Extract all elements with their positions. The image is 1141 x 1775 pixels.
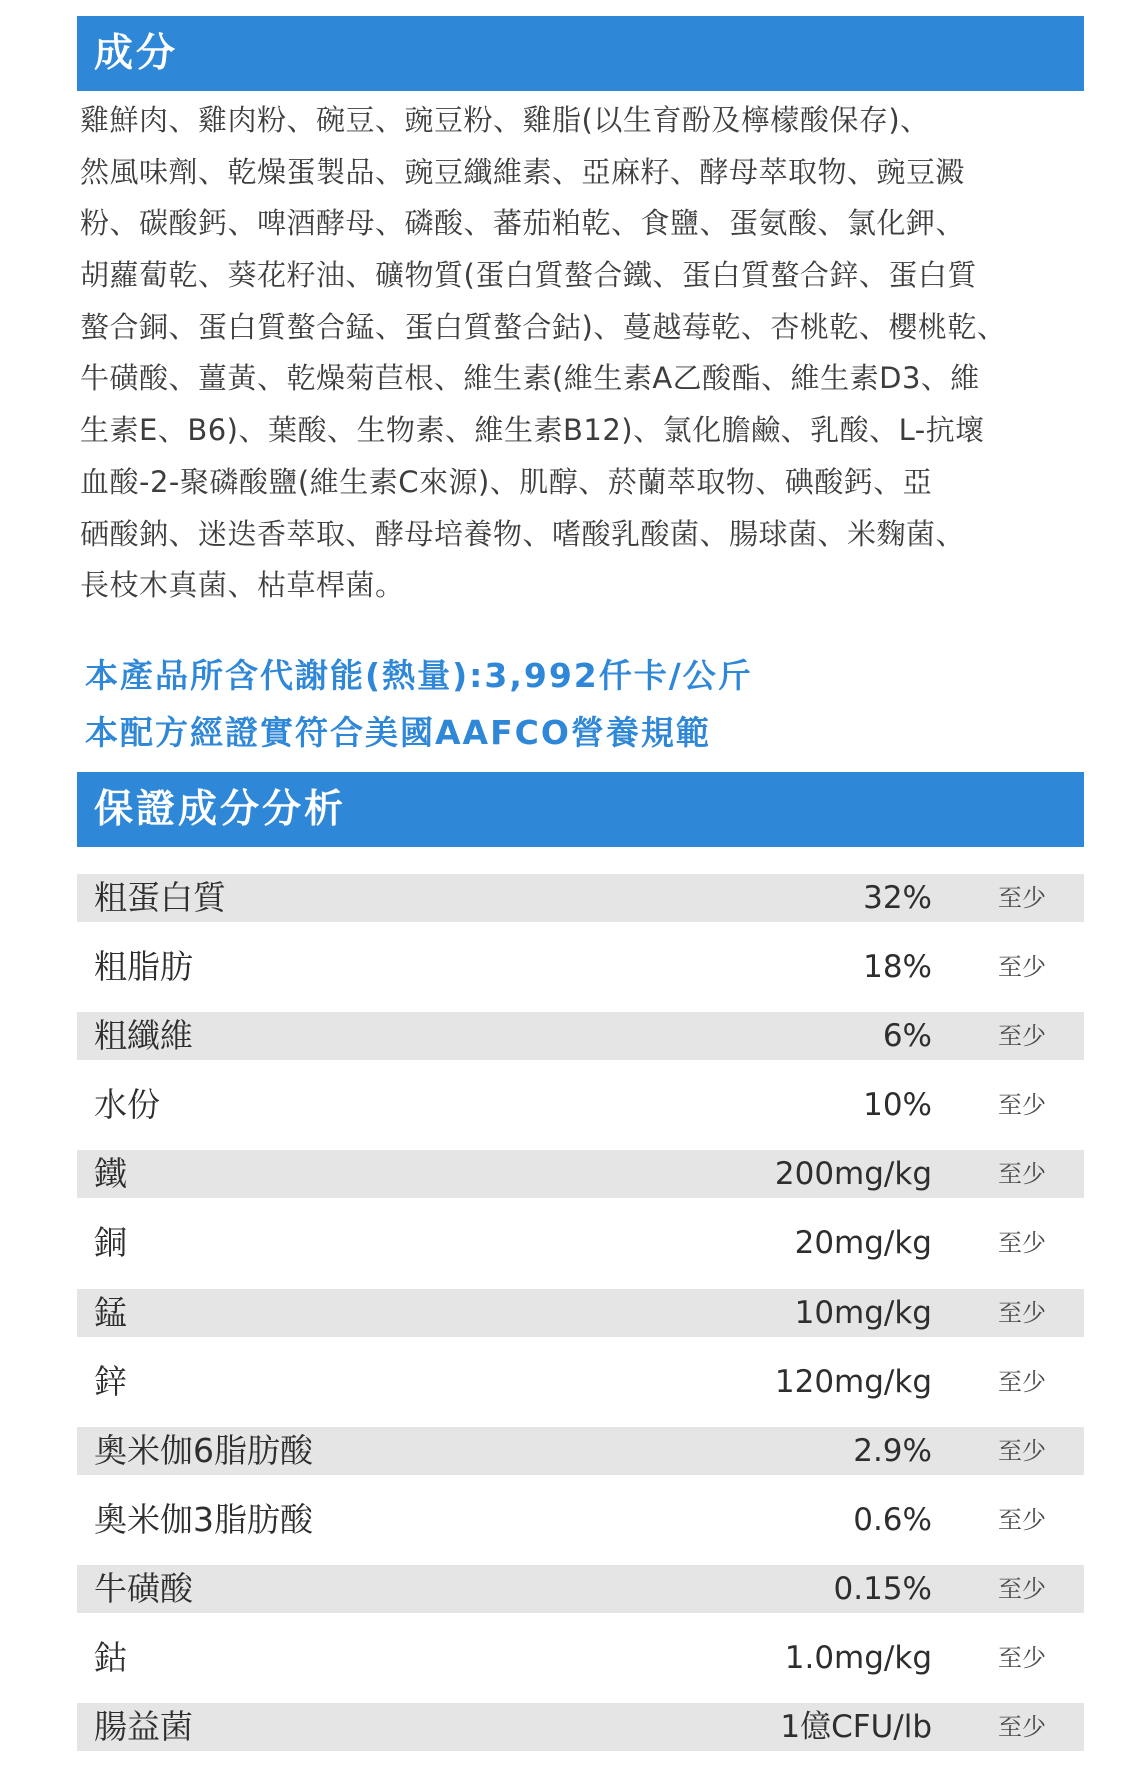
aafco-statement: 本配方經證實符合美國AAFCO營養規範	[85, 713, 711, 752]
guaranteed-analysis-table	[77, 874, 1084, 1772]
nutrient-value: 20mg/kg	[794, 1225, 932, 1262]
nutrient-qualifier: 至少	[998, 1229, 1046, 1258]
ingredients-line: 雞鮮肉、雞肉粉、碗豆、豌豆粉、雞脂(以生育酚及檸檬酸保存)、	[80, 103, 930, 137]
nutrient-name: 牛磺酸	[94, 1568, 193, 1608]
nutrient-value: 0.6%	[853, 1501, 932, 1538]
table-row	[77, 1150, 1084, 1219]
ingredients-line: 胡蘿蔔乾、葵花籽油、礦物質(蛋白質螯合鐵、蛋白質螯合鋅、蛋白質	[80, 258, 977, 293]
nutrient-name: 銅	[94, 1223, 127, 1263]
nutrient-name: 粗纖維	[94, 1016, 193, 1056]
ingredients-line: 牛磺酸、薑黃、乾燥菊苣根、維生素(維生素A乙酸酯、維生素D3、維	[80, 361, 980, 396]
nutrient-value: 2.9%	[853, 1432, 932, 1469]
table-row	[77, 1427, 1084, 1496]
ingredients-line: 長枝木真菌、枯草桿菌。	[80, 568, 405, 603]
nutrient-name: 奧米伽3脂肪酸	[94, 1499, 313, 1539]
nutrient-value: 10mg/kg	[794, 1294, 932, 1331]
nutrient-name: 鈷	[94, 1638, 127, 1678]
nutrient-qualifier: 至少	[998, 1298, 1046, 1327]
table-row	[77, 943, 1084, 1012]
nutrient-qualifier: 至少	[998, 1713, 1046, 1742]
table-row	[77, 1703, 1084, 1772]
nutrient-value: 1億CFU/lb	[780, 1709, 932, 1746]
nutrient-name: 粗脂肪	[94, 947, 193, 987]
nutrient-value: 6%	[882, 1018, 932, 1055]
nutrient-qualifier: 至少	[998, 1022, 1046, 1051]
table-row	[77, 1081, 1084, 1150]
table-row	[77, 874, 1084, 943]
table-row	[77, 1219, 1084, 1288]
nutrient-value: 120mg/kg	[774, 1363, 932, 1400]
nutrient-name: 粗蛋白質	[94, 878, 226, 917]
nutrient-qualifier: 至少	[998, 1436, 1046, 1465]
nutrient-name: 腸益菌	[94, 1707, 193, 1747]
table-row	[77, 1565, 1084, 1634]
table-row	[77, 1634, 1084, 1703]
nutrient-value: 1.0mg/kg	[784, 1640, 932, 1677]
nutrient-qualifier: 至少	[998, 1574, 1046, 1603]
nutrient-value: 10%	[863, 1087, 932, 1124]
table-row	[77, 1289, 1084, 1358]
nutrient-qualifier: 至少	[998, 1091, 1046, 1120]
nutrient-qualifier: 至少	[998, 953, 1046, 982]
ingredients-line: 螯合銅、蛋白質螯合錳、蛋白質螯合鈷)、蔓越莓乾、杏桃乾、櫻桃乾、	[80, 309, 1007, 344]
nutrient-qualifier: 至少	[998, 1367, 1046, 1396]
table-row	[77, 1012, 1084, 1081]
nutrient-value: 200mg/kg	[774, 1156, 932, 1193]
nutrient-value: 18%	[863, 949, 932, 986]
ingredients-heading: 成分	[77, 16, 1084, 91]
guaranteed-analysis-heading: 保證成分分析	[77, 772, 1084, 847]
ingredients-line: 血酸-2-聚磷酸鹽(維生素C來源)、肌醇、菸蘭萃取物、碘酸鈣、亞	[80, 464, 933, 499]
nutrient-name: 錳	[94, 1292, 127, 1332]
ingredients-list	[80, 95, 1095, 612]
nutrient-qualifier: 至少	[998, 1644, 1046, 1673]
nutrient-value: 32%	[863, 880, 932, 916]
nutrient-value: 0.15%	[833, 1570, 932, 1607]
ingredients-line: 然風味劑、乾燥蛋製品、豌豆纖維素、亞麻籽、酵母萃取物、豌豆澱	[80, 154, 966, 189]
nutrient-qualifier: 至少	[998, 1505, 1046, 1534]
nutrient-name: 鐵	[94, 1154, 127, 1194]
table-row	[77, 1496, 1084, 1565]
nutrient-name: 水份	[94, 1085, 160, 1125]
ingredients-line: 粉、碳酸鈣、啤酒酵母、磷酸、蕃茄粕乾、食鹽、蛋氨酸、氯化鉀、	[80, 206, 966, 241]
energy-statement: 本產品所含代謝能(熱量):3,992仟卡/公斤	[85, 656, 753, 695]
ingredients-line: 生素E、B6)、葉酸、生物素、維生素B12)、氯化膽鹼、乳酸、L-抗壞	[80, 413, 985, 448]
table-row	[77, 1358, 1084, 1427]
nutrient-qualifier: 至少	[998, 884, 1046, 912]
nutrient-name: 鋅	[94, 1361, 127, 1401]
ingredients-line: 硒酸鈉、迷迭香萃取、酵母培養物、嗜酸乳酸菌、腸球菌、米麴菌、	[80, 516, 966, 551]
nutrient-name: 奧米伽6脂肪酸	[94, 1430, 313, 1470]
nutrient-qualifier: 至少	[998, 1160, 1046, 1189]
